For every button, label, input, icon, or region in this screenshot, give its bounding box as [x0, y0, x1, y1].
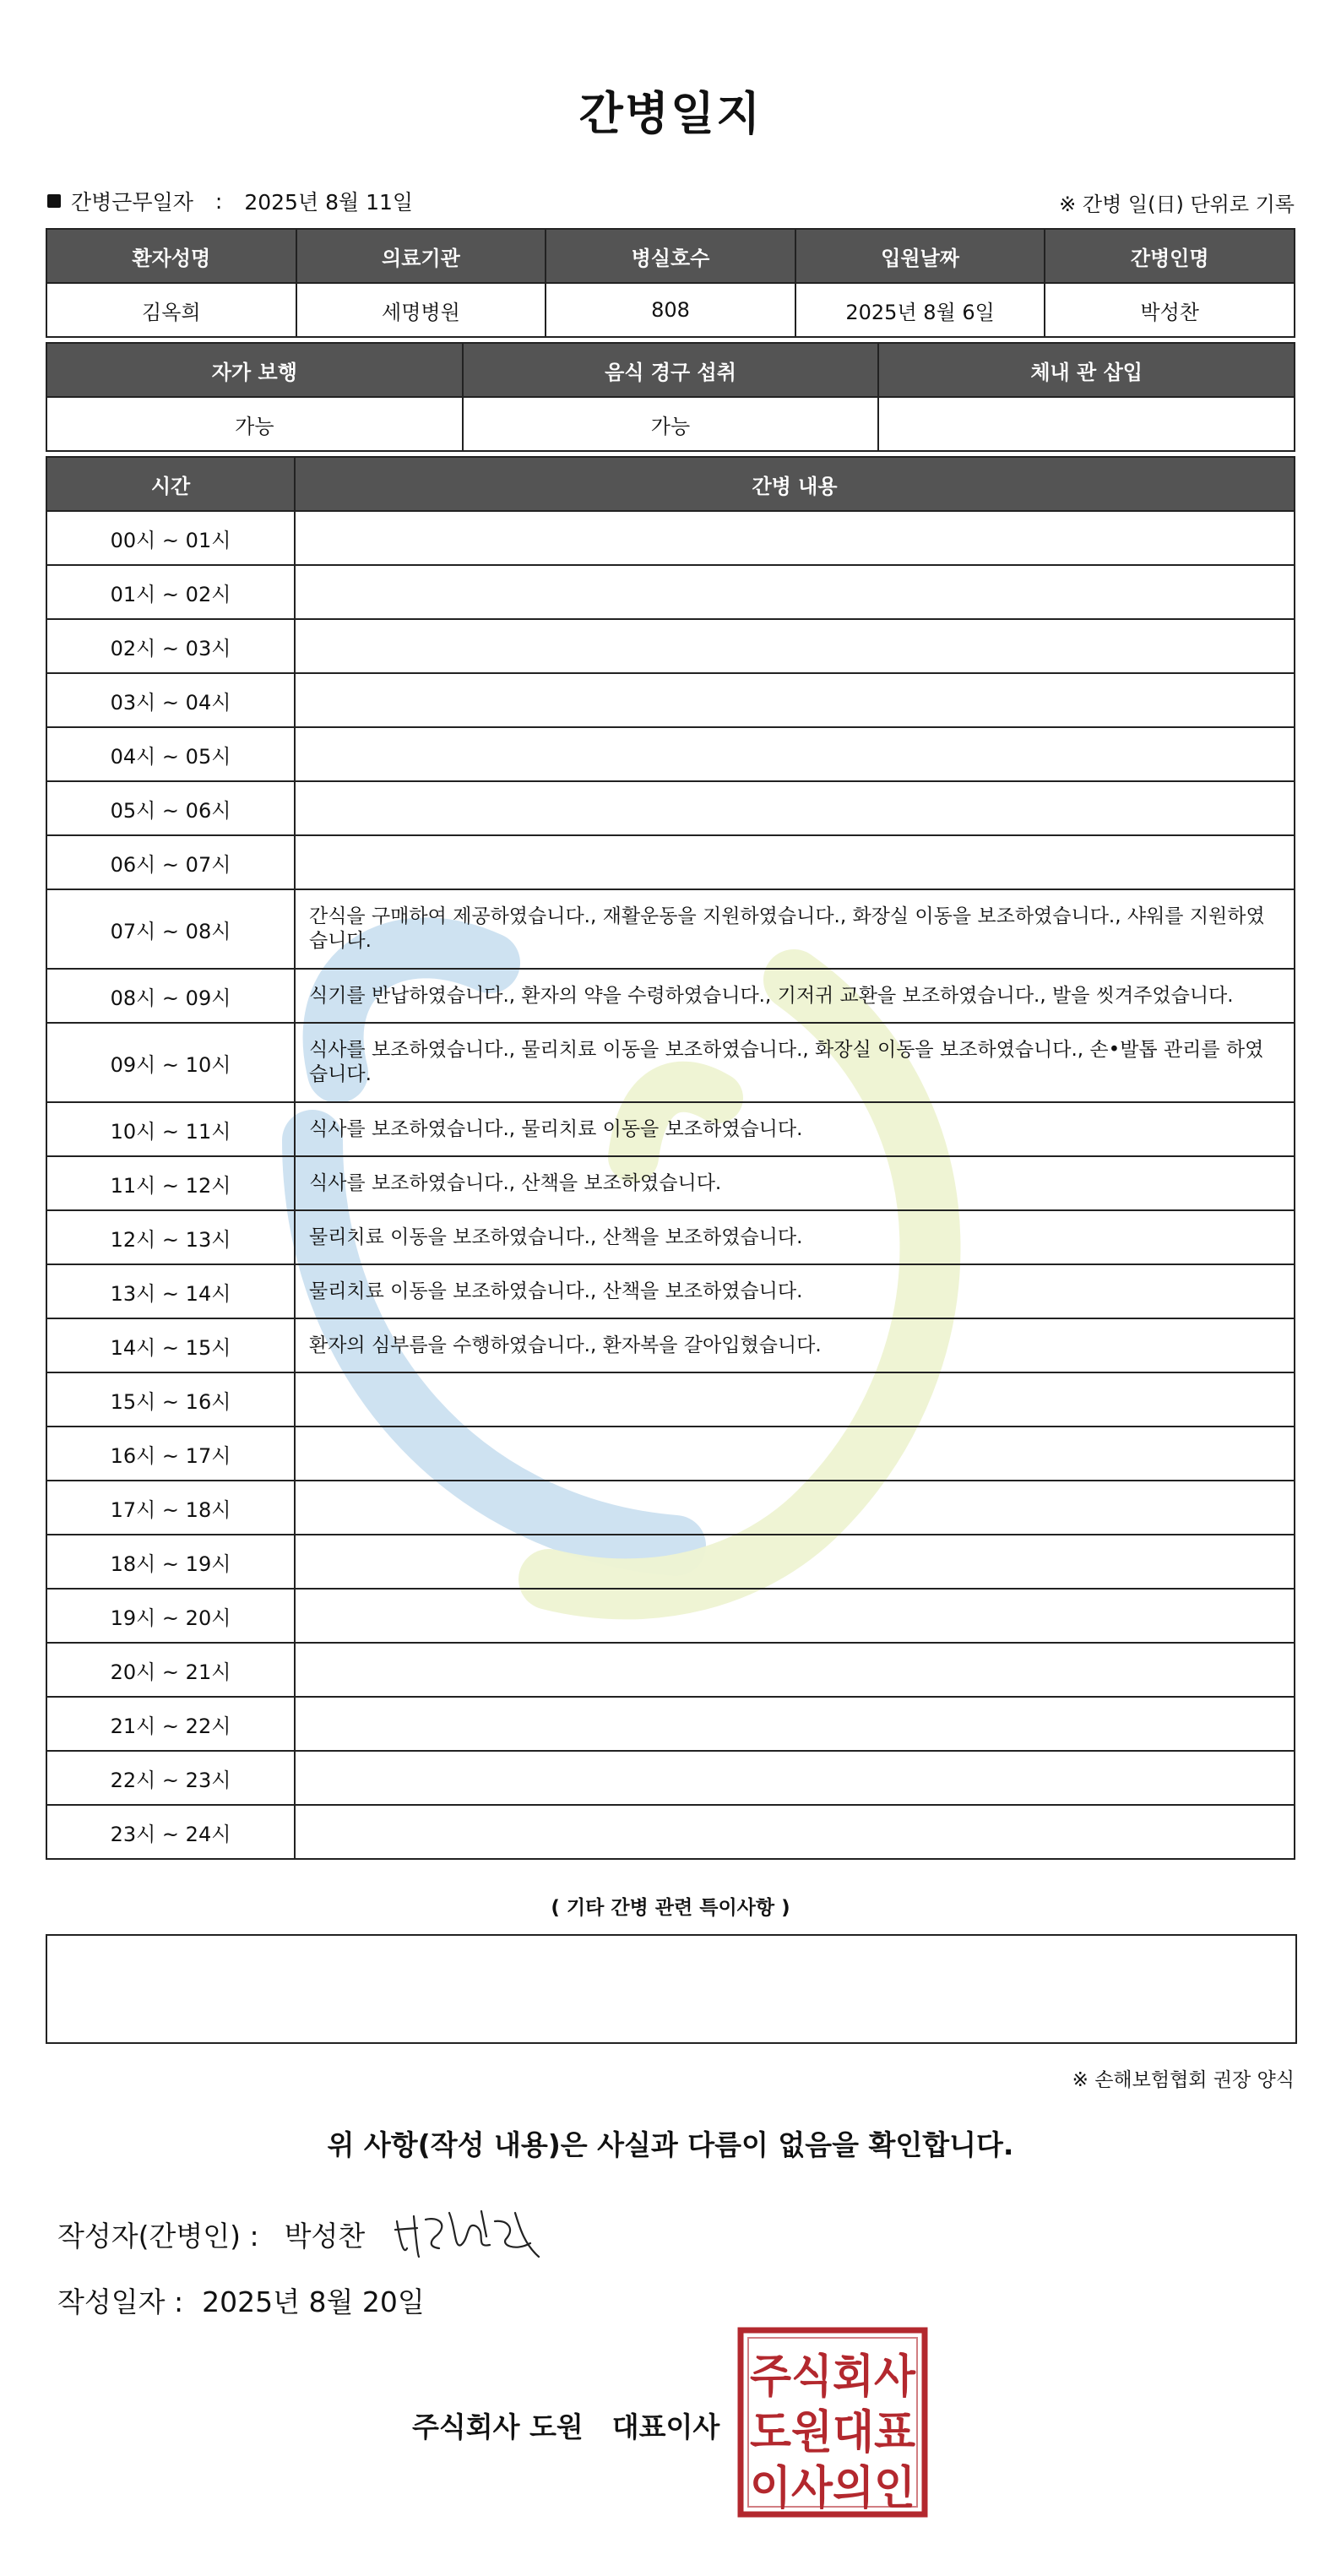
- tube-insertion-header: 체내 관 삽입: [878, 343, 1295, 397]
- admission-date: 2025년 8월 6일: [795, 283, 1045, 337]
- time-cell: 01시 ~ 02시: [46, 565, 295, 619]
- form-source-note: ※ 손해보험협회 권장 양식: [1072, 2069, 1295, 2091]
- table-row: [46, 835, 1295, 889]
- seal-line-3: 이사의인: [750, 2461, 915, 2514]
- work-date: [47, 186, 413, 216]
- content-cell: [295, 619, 1295, 673]
- company-line: [412, 2405, 719, 2445]
- time-cell: 03시 ~ 04시: [46, 673, 295, 727]
- room-header: 병실호수: [546, 229, 795, 283]
- content-cell: 식사를 보조하였습니다., 물리치료 이동을 보조하였습니다., 화장실 이동을 보조하였습니다., 손•발톱 관리를 하였습니다.: [295, 1023, 1295, 1102]
- time-cell: 04시 ~ 05시: [46, 727, 295, 781]
- table-row: [46, 565, 1295, 619]
- table-row: [46, 1697, 1295, 1751]
- tube-insertion-value: [878, 397, 1295, 451]
- oral-intake-value: 가능: [463, 397, 879, 451]
- content-cell: [295, 1697, 1295, 1751]
- time-cell: 13시 ~ 14시: [46, 1264, 295, 1318]
- time-cell: 23시 ~ 24시: [46, 1805, 295, 1859]
- time-cell: 15시 ~ 16시: [46, 1372, 295, 1427]
- writer-line: [57, 2215, 365, 2254]
- table-row: [46, 673, 1295, 727]
- time-cell: 09시 ~ 10시: [46, 1023, 295, 1102]
- content-cell: [295, 1481, 1295, 1535]
- work-date-label: 간병근무일자: [71, 190, 193, 215]
- patient-status-table: [46, 342, 1295, 452]
- written-date-line: [57, 2280, 425, 2320]
- content-cell: [295, 1643, 1295, 1697]
- company-seal-icon: [736, 2326, 929, 2519]
- written-date-label: 작성일자 :: [57, 2285, 184, 2318]
- time-cell: 06시 ~ 07시: [46, 835, 295, 889]
- table-row: [46, 1481, 1295, 1535]
- special-notes-title: ( 기타 간병 관련 특이사항 ): [551, 1897, 790, 1919]
- time-cell: 02시 ~ 03시: [46, 619, 295, 673]
- time-cell: 05시 ~ 06시: [46, 781, 295, 835]
- content-cell: [295, 835, 1295, 889]
- oral-intake-header: 음식 경구 섭취: [463, 343, 879, 397]
- seal-line-2: 도원대표: [750, 2405, 915, 2459]
- company-name: 주식회사 도원: [412, 2410, 584, 2443]
- writer-name: 박성찬: [284, 2220, 366, 2253]
- table-row: [46, 1643, 1295, 1697]
- table-row: [46, 781, 1295, 835]
- table-row: [46, 1535, 1295, 1589]
- table-row: [46, 619, 1295, 673]
- work-date-colon: :: [214, 188, 223, 214]
- content-cell: [295, 673, 1295, 727]
- table-row: [46, 511, 1295, 565]
- admission-date-header: 입원날짜: [795, 229, 1045, 283]
- seal-line-1: 주식회사: [750, 2350, 916, 2403]
- content-cell: 식사를 보조하였습니다., 물리치료 이동을 보조하였습니다.: [295, 1102, 1295, 1156]
- table-row: [46, 889, 1295, 969]
- content-cell: 물리치료 이동을 보조하였습니다., 산책을 보조하였습니다.: [295, 1264, 1295, 1318]
- time-cell: 11시 ~ 12시: [46, 1156, 295, 1210]
- time-cell: 12시 ~ 13시: [46, 1210, 295, 1264]
- time-cell: 08시 ~ 09시: [46, 969, 295, 1023]
- record-unit-note: ※ 간병 일(日) 단위로 기록: [1059, 193, 1295, 216]
- self-walking-header: 자가 보행: [46, 343, 463, 397]
- content-cell: [295, 1805, 1295, 1859]
- confirmation-statement: 위 사항(작성 내용)은 사실과 다름이 없음을 확인합니다.: [327, 2128, 1014, 2161]
- content-cell: [295, 1751, 1295, 1805]
- content-cell: [295, 1535, 1295, 1589]
- time-cell: 18시 ~ 19시: [46, 1535, 295, 1589]
- patient-info-table: [46, 228, 1295, 338]
- handwritten-signature-icon: [388, 2196, 549, 2272]
- table-row: [46, 1156, 1295, 1210]
- content-cell: [295, 727, 1295, 781]
- care-content-header: 간병 내용: [295, 457, 1295, 511]
- company-title: 대표이사: [611, 2410, 720, 2443]
- caregiver-name: 박성찬: [1045, 283, 1295, 337]
- content-cell: [295, 1372, 1295, 1427]
- table-row: [46, 1751, 1295, 1805]
- table-row: [46, 1102, 1295, 1156]
- bullet-square-icon: [47, 194, 61, 208]
- time-cell: 21시 ~ 22시: [46, 1697, 295, 1751]
- content-cell: 간식을 구매하여 제공하였습니다., 재활운동을 지원하였습니다., 화장실 이동을 보조하였습니다., 샤워를 지원하였습니다.: [295, 889, 1295, 969]
- content-cell: [295, 781, 1295, 835]
- time-cell: 07시 ~ 08시: [46, 889, 295, 969]
- hospital-header: 의료기관: [296, 229, 546, 283]
- content-cell: [295, 1427, 1295, 1481]
- table-row: [46, 1264, 1295, 1318]
- content-cell: [295, 565, 1295, 619]
- content-cell: 물리치료 이동을 보조하였습니다., 산책을 보조하였습니다.: [295, 1210, 1295, 1264]
- time-cell: 00시 ~ 01시: [46, 511, 295, 565]
- care-log-table: [46, 456, 1295, 1860]
- self-walking-value: 가능: [46, 397, 463, 451]
- table-row: [46, 1210, 1295, 1264]
- hospital-name: 세명병원: [296, 283, 546, 337]
- table-row: [46, 969, 1295, 1023]
- document-title: 간병일지: [578, 87, 763, 140]
- time-cell: 22시 ~ 23시: [46, 1751, 295, 1805]
- written-date-value: 2025년 8월 20일: [202, 2285, 425, 2318]
- time-cell: 17시 ~ 18시: [46, 1481, 295, 1535]
- patient-name-header: 환자성명: [46, 229, 296, 283]
- time-cell: 19시 ~ 20시: [46, 1589, 295, 1643]
- content-cell: 식사를 보조하였습니다., 산책을 보조하였습니다.: [295, 1156, 1295, 1210]
- table-row: [46, 1805, 1295, 1859]
- writer-label: 작성자(간병인) :: [57, 2220, 259, 2253]
- content-cell: 환자의 심부름을 수행하였습니다., 환자복을 갈아입혔습니다.: [295, 1318, 1295, 1372]
- table-row: [46, 1023, 1295, 1102]
- table-row: [46, 1427, 1295, 1481]
- content-cell: [295, 511, 1295, 565]
- content-cell: 식기를 반납하였습니다., 환자의 약을 수령하였습니다., 기저귀 교환을 보조하였습니다., 발을 씻겨주었습니다.: [295, 969, 1295, 1023]
- time-cell: 20시 ~ 21시: [46, 1643, 295, 1697]
- table-row: [46, 727, 1295, 781]
- content-cell: [295, 1589, 1295, 1643]
- time-cell: 10시 ~ 11시: [46, 1102, 295, 1156]
- patient-name: 김옥희: [46, 283, 296, 337]
- table-row: [46, 1372, 1295, 1427]
- table-row: [46, 1318, 1295, 1372]
- time-cell: 14시 ~ 15시: [46, 1318, 295, 1372]
- time-cell: 16시 ~ 17시: [46, 1427, 295, 1481]
- time-header: 시간: [46, 457, 295, 511]
- room-number: 808: [546, 283, 795, 337]
- special-notes-box: [46, 1934, 1297, 2044]
- caregiver-header: 간병인명: [1045, 229, 1295, 283]
- table-row: [46, 1589, 1295, 1643]
- work-date-value: 2025년 8월 11일: [244, 190, 414, 215]
